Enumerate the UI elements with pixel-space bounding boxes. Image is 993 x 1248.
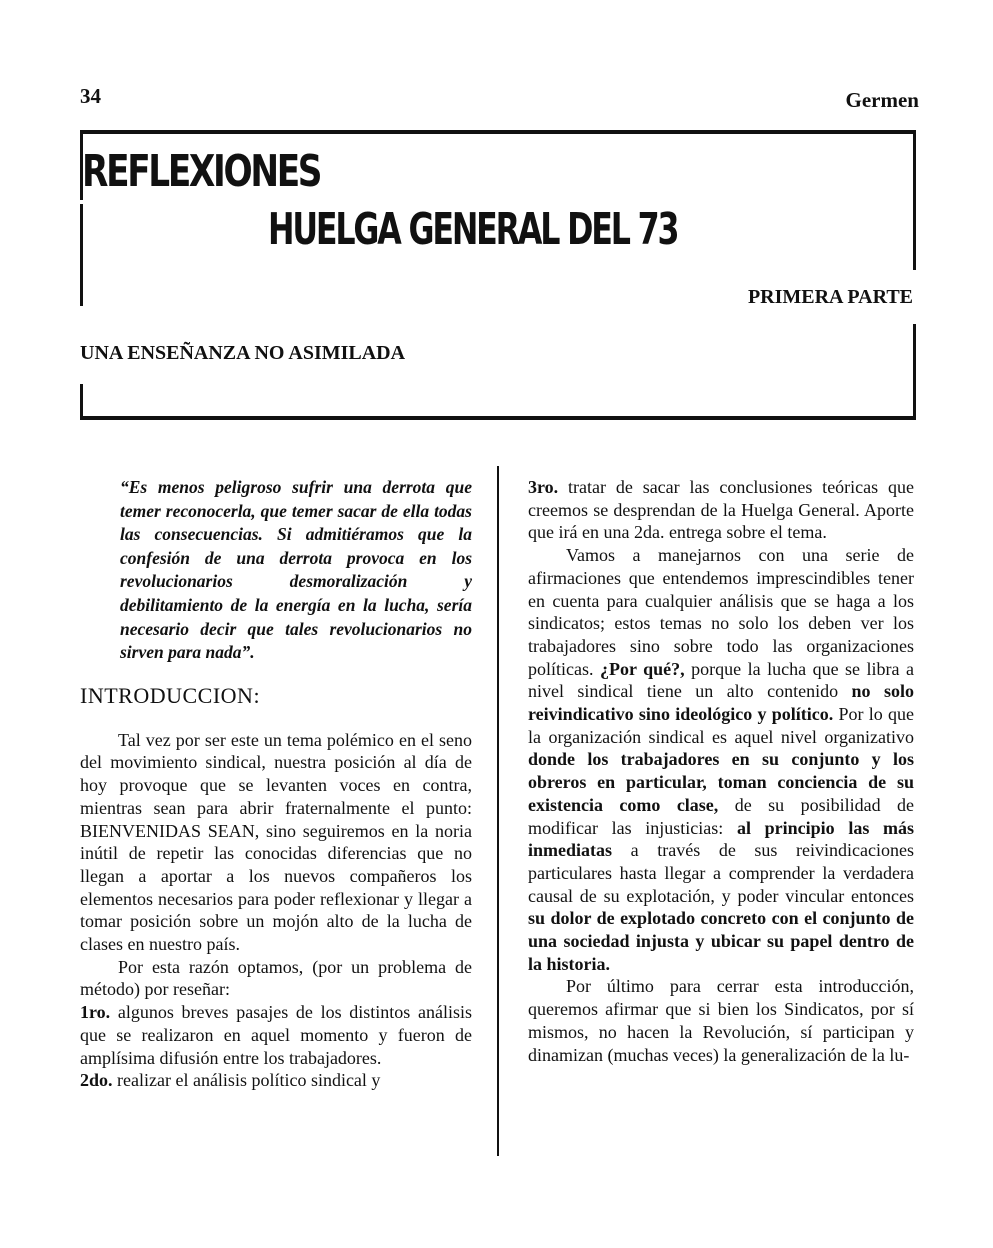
section-heading: INTRODUCCION: bbox=[80, 682, 261, 708]
paragraph: Por último para cerrar esta introducción, queremos afirmar que si bien los Sindicatos, por sí mismos, no hacen la Revolución, sí participan y dinamizan (muchas veces) la generalización de la lu- bbox=[528, 976, 914, 1065]
frame-right-rule bbox=[913, 130, 916, 270]
article-subtitle: UNA ENSEÑANZA NO ASIMILADA bbox=[80, 342, 406, 364]
list-text: algunos breves pasajes de los distintos análisis que se realizaron en aquel momento y fueron de amplísima difusión entre los trabajadores. bbox=[80, 1002, 472, 1068]
list-text: tratar de sacar las conclusiones teóricas que creemos se desprendan de la Huelga General. Aporte que irá en una 2da. entrega sobre el tema. bbox=[528, 477, 914, 543]
column-divider bbox=[497, 466, 499, 1156]
emphasis: no solo reivindicativo sino ideológico y político. bbox=[528, 681, 914, 725]
text-run: de su posibilidad de modificar las injusticias: bbox=[528, 794, 915, 838]
text-run: Por lo que la organización sindical es aquel nivel organizativo bbox=[528, 704, 914, 747]
frame-left-rule bbox=[80, 384, 83, 418]
journal-name: Germen bbox=[845, 88, 919, 112]
paragraph: Tal vez por ser este un tema polémico en el seno del movimiento sindical, nuestra posición al día de hoy provoque que se levanten voces en contra, mientras sean para abrir fraternalmente el punto: BIENVENIDAS SEAN, sino seguiremos en la noria inútil de repetir las conocidas diferencias que no llegan a aportar a los nuevos compañeros los elementos necesarios para poder reflexionar y llegar a tomar posición sobre un mojón alto de la lucha de clases en nuestro país. bbox=[80, 729, 472, 955]
text-run: Vamos a manejarnos con una serie de afirmaciones que entendemos imprescindibles tener en cuenta para cualquier análisis que se haga a los sindicatos; estos temas no solo los deben ver los trabajadores sino sobre todo las organizaciones políticas. bbox=[528, 545, 914, 679]
paragraph bbox=[528, 544, 914, 975]
list-item bbox=[528, 476, 914, 544]
emphasis: su dolor de explotado concreto con el conjunto de una sociedad injusta y ubicar su papel dentro de la historia. bbox=[528, 908, 914, 974]
emphasis: al principio las más inmediatas bbox=[528, 817, 914, 861]
right-column bbox=[528, 476, 914, 1066]
emphasis: ¿Por qué?, bbox=[599, 658, 685, 679]
list-number: 3ro. bbox=[528, 477, 559, 497]
part-label: PRIMERA PARTE bbox=[747, 286, 913, 308]
frame-top-rule bbox=[80, 130, 916, 134]
text-run: a través de sus reivindicaciones particulares hasta llegar a comprender la verdadera causal de su explotación, y poder vincular entonces bbox=[528, 840, 914, 906]
list-number: 1ro. bbox=[80, 1002, 111, 1023]
frame-left-rule bbox=[80, 204, 83, 306]
page-number: 34 bbox=[80, 84, 101, 108]
list-item bbox=[80, 1069, 472, 1092]
emphasis: donde los trabajadores en su conjunto y los obreros en particular, toman conciencia de su existencia como clase, bbox=[528, 749, 914, 815]
frame-right-rule bbox=[913, 324, 916, 420]
text-run: porque la lucha que se libra a nivel sindical tiene un alto contenido bbox=[528, 658, 914, 702]
title-reflexiones: REFLEXIONES bbox=[82, 146, 321, 197]
frame-bottom-rule bbox=[80, 416, 916, 420]
epigraph: “Es menos peligroso sufrir una derrota que temer reconocerla, que temer sacar de ella todas las consecuencias. Si admitiéramos que la confesión de una derrota provoca en los revolucionarios desmoralización y debilitamiento de la energía en la lucha, sería necesario decir que tales revolucionarios no sirven para nada”. bbox=[120, 477, 472, 663]
list-number: 2do. bbox=[80, 1070, 113, 1091]
list-item bbox=[80, 1001, 472, 1069]
left-column bbox=[80, 476, 472, 1092]
list-text: realizar el análisis político sindical y bbox=[112, 1070, 381, 1091]
paragraph: Por esta razón optamos, (por un problema de método) por reseñar: bbox=[80, 956, 472, 1000]
title-huelga-general: HUELGA GENERAL DEL 73 bbox=[268, 204, 678, 255]
